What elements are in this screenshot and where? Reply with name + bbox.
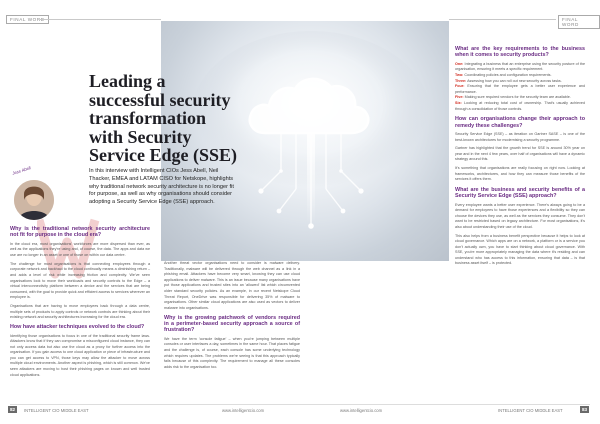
article-headline: Leading a successful security transformation with Security Service Edge (SSE) [89,71,237,165]
col3-para-1: Security Service Edge (SSE) – as iteration on Gartner SASE – is one of the best-known architectures for modernising a security programme. [455,131,585,142]
footer-site-left: INTELLIGENT CIO MIDDLE EAST [24,408,89,413]
col3-para-2: Gartner has highlighted that the growth trend for SSE is around 30% year on year and in the next 4 few years, over half of organisations will have a dynamic strategy around this. [455,146,585,162]
section-tag-left: FINAL WORD [6,15,49,24]
footer-rule [10,404,590,405]
top-rule-left [40,19,161,20]
top-rule-right [449,19,556,20]
article-standfirst: In this interview with Intelligent CIOs Jess Abell, Neil Thacker, EMEA and LATAM CISO for Netskope, highlights why traditional network security architecture is no longer fit for purpose, as well as why organisations should consider adopting a Security Service Edge (SSE) approach. [89,168,234,206]
col3-para-5: This also helps from a business benefit perspective because it helps to look at cloud governance. Which apps are on a network, a platform or is a service you don't actually own, you have to start thinking about cloud governance. With SSE, you're more appropriately managing the data where it's residing and can understand who has access to this information, ensuring that data – is that business asset itself – is protected. [455,233,585,266]
footer-url-right[interactable]: www.intelligentcio.com [340,408,383,413]
requirement-6: Six: Looking at reducing total cost of ownership. That's usually achieved through a consolidation of those controls. [455,100,585,111]
question-5: How can organisations change their approach to remedy these challenges? [455,116,585,129]
question-2: How have attacker techniques evolved to the cloud? [10,324,145,331]
col2-para-2: We have the term 'console fatigue' – when you're jumping between multiple consoles or user interfaces a day, sometimes in the same hour. That places fatigue and the challenge is, of course, each console has some underlying technology which requires updates. The problems we're seeing is that this approach typically fails because of this complexity. The requirement to manage all these consoles adds risk to the organisation too. [164,336,300,369]
interviewer-photo [14,180,54,220]
question-4: What are the key requirements to the business when it comes to security products? [455,46,585,59]
page-number-left: 82 [10,407,16,412]
question-6: What are the business and security benefits of a Security Service Edge (SSE) approach? [455,186,585,200]
col1-para-1: In the cloud era, most organisations' workforces are more dispersed than ever, as well as the applications they're using and, of course, the data. The apps and data we use are no longer in an asset or one of those on within our data centre. [10,241,150,257]
photo-caption: Jess Abell [11,165,32,176]
col3-para-4: Every employee wants a better user experience. There's always going to be a demand for employees to have those experiences and a flexibility so they can choose the devices they use, as well as the services they consume. They don't want to be restricted based on legacy architecture. For most organisations, it's also about understanding their use of the cloud. [455,202,585,229]
col1-para-4: Identifying those organisations to focus in one of the traditional security frame laws. Attackers know that if they can compromise a misconfigured cloud instance, they can not only access data but also use the cloud as a proxy for further access into the organisation. If you gain access to one cloud application or piece of infrastructure and you can get access to VPN, those keys may allow the attacker to move across multiple cloud environments. Another aspect is phishing, which is still common. We've seen attackers are moving to host their phishing pages on known and well trusted cloud applications. [10,333,150,377]
footer-url-left[interactable]: www.intelligentcio.com [222,408,265,413]
requirement-3: Three: Assessing how you can roll out new security across tasks. [455,78,562,83]
question-3: Why is the growing patchwork of vendors required in a perimeter-based security approach a source of frustration? [164,314,300,334]
footer-site-right: INTELLIGENT CIO MIDDLE EAST [498,408,563,413]
page-number-right: 83 [582,407,588,412]
column-1 [10,226,150,381]
col3-para-3: It's something that organisations are really focusing on right now. Looking at frameworks, architectures, and how they can measure those benefits of the services it offers them. [455,165,585,182]
question-1: Why is the traditional network security architecture not fit for purpose in the cloud era? [10,226,150,239]
col1-para-3: Organisations that are having to move employees back through a data centre, multiple sets of products to apply controls or network controls are thinking about their existing network and security architectures increasing for the cloud era. [10,304,150,320]
requirement-5: Five: Making sure required vendors for the security team are available. [455,95,571,100]
requirement-2: Two: Coordinating policies and configuration requirements. [455,73,552,77]
section-tag-right: FINAL WORD [558,15,600,29]
requirement-4: Four: Ensuring that the employee gets a better user experience and performance. [455,84,585,94]
column-3 [455,46,585,267]
requirement-1: One: Integrating a business that an enterprise using the security posture of the organisation, ensuring it meets a specific requirement. [455,61,585,72]
col2-para-1: Another threat vector organisations need to consider is malware delivery. Traditionally, malware will be delivered through the web channel as a link in a phishing email. Attackers have become very smart, knowing they can use cloud applications to deliver malware. This is an issue because many organisations have put those applications and trusted sites into an 'allowed' list which circumvented older standard security policies. As an example, in our recent Netskope Cloud Threat Report, OneDrive was responsible for delivering 35% of malware to organisations. Other similar cloud applications are also used as vectors to deliver malware into organisations. [164,261,300,310]
col1-para-2: The challenge for most organisations is that connecting employees through a corporate network and backhaul to the cloud continually means a diminishing return – and adds a level of risk while increasing friction and complexity. We've seen organisations look to move their workloads and security controls to the Edge – a virtual interconnectivity platform between a device and the services that are being consumed, with the goal to provide quick and efficient access to services wherever an employee is. [10,261,150,300]
column-2 [164,261,300,374]
